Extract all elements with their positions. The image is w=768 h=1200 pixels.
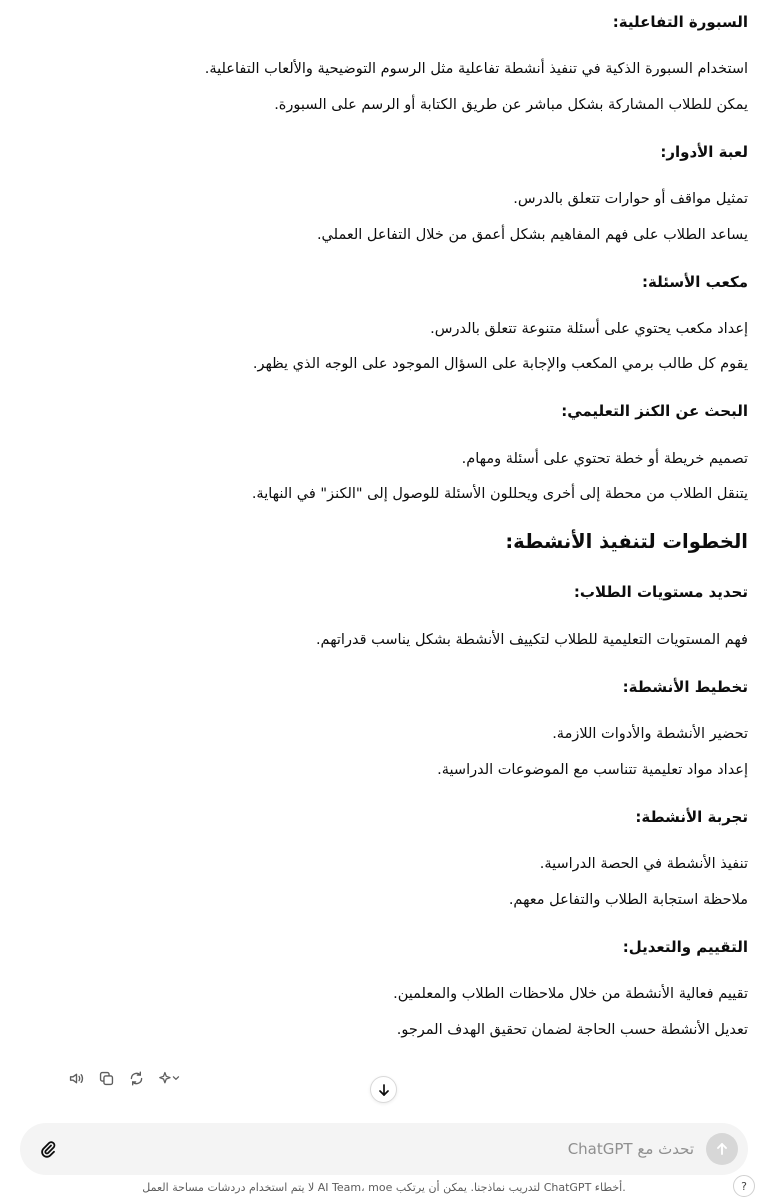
paragraph: يتنقل الطلاب من محطة إلى أخرى ويحللون الأسئلة للوصول إلى "الكنز" في النهاية. [251,486,748,502]
paperclip-icon [38,1139,58,1159]
paragraph: يساعد الطلاب على فهم المفاهيم بشكل أعمق من خلال التفاعل العملي. [316,227,748,243]
copy-icon[interactable] [96,1068,116,1088]
speaker-icon[interactable] [66,1068,86,1088]
paragraph: تحضير الأنشطة والأدوات اللازمة. [552,726,748,742]
paragraph: إعداد مكعب يحتوي على أسئلة متنوعة تتعلق بالدرس. [430,321,748,337]
heading-roleplay: لعبة الأدوار: [660,143,748,161]
heading-question-cube: مكعب الأسئلة: [642,273,748,291]
paragraph: تمثيل مواقف أو حوارات تتعلق بالدرس. [513,191,748,207]
paragraph: يقوم كل طالب برمي المكعب والإجابة على السؤال الموجود على الوجه الذي يظهر. [252,356,748,372]
disclaimer-text: .أخطاء ChatGPT لتدريب نماذجنا. يمكن أن يرتكب AI Team، moe لا يتم استخدام دردشات مساحة العمل [142,1181,626,1194]
heading-whiteboard: السبورة التفاعلية: [612,13,748,31]
heading-treasure-hunt: البحث عن الكنز التعليمي: [561,402,748,420]
heading-planning: تخطيط الأنشطة: [622,678,748,696]
arrow-up-icon [715,1142,729,1156]
paragraph: تعديل الأنشطة حسب الحاجة لضمان تحقيق الهدف المرجو. [396,1022,748,1038]
arrow-down-icon [377,1083,391,1097]
paragraph: تنفيذ الأنشطة في الحصة الدراسية. [539,856,748,872]
send-button[interactable] [706,1133,738,1165]
chat-composer [20,1123,748,1175]
paragraph: فهم المستويات التعليمية للطلاب لتكييف الأنشطة بشكل يناسب قدراتهم. [315,632,748,648]
attach-button[interactable] [36,1137,60,1161]
paragraph: يمكن للطلاب المشاركة بشكل مباشر عن طريق الكتابة أو الرسم على السبورة. [274,97,748,113]
message-actions [66,1066,184,1090]
paragraph: ملاحظة استجابة الطلاب والتفاعل معهم. [508,892,748,908]
message-input[interactable] [68,1134,694,1164]
paragraph: استخدام السبورة الذكية في تنفيذ أنشطة تفاعلية مثل الرسوم التوضيحية والألعاب التفاعلية. [204,61,748,77]
scroll-down-button[interactable] [370,1076,397,1103]
refresh-icon[interactable] [126,1068,146,1088]
paragraph: تقييم فعالية الأنشطة من خلال ملاحظات الطلاب والمعلمين. [393,986,748,1002]
sparkle-icon[interactable] [156,1068,184,1088]
help-button[interactable]: ? [733,1175,755,1197]
heading-steps: الخطوات لتنفيذ الأنشطة: [505,530,748,553]
paragraph: تصميم خريطة أو خطة تحتوي على أسئلة ومهام. [461,451,748,467]
heading-student-levels: تحديد مستويات الطلاب: [573,583,748,601]
paragraph: إعداد مواد تعليمية تتناسب مع الموضوعات الدراسية. [437,762,748,778]
heading-evaluation: التقييم والتعديل: [622,938,748,956]
heading-trial: تجربة الأنشطة: [635,808,748,826]
